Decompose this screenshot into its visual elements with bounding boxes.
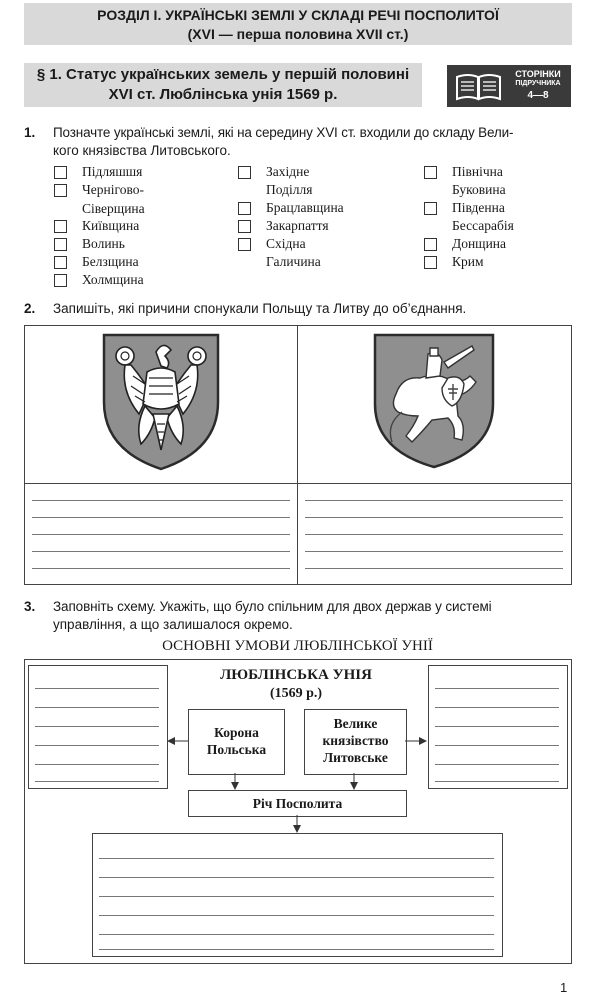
option-label: Донщина [452,236,507,251]
option-label: Західне [266,164,310,179]
box-rich-label: Річ Посполита [252,796,343,811]
task2-text: Запишіть, які причини спонукали Польщу та Литву до об’єднання. [53,301,467,316]
section-title: РОЗДІЛ І. УКРАЇНСЬКІ ЗЕМЛІ У СКЛАДІ РЕЧІ ПОСПОЛИТОЇ [97,7,499,23]
option-label: Сіверщина [82,201,145,216]
option-label: Волинь [82,236,125,251]
union-year: (1569 р.) [269,686,323,701]
page-number: 1 [560,980,568,995]
option-label: Галичина [266,254,321,269]
option-label: Південна [452,200,505,215]
option-label: Поділля [266,182,313,197]
section-subtitle: (XVI — перша половина XVII ст.) [187,26,409,42]
task1-text-line1: Позначте українські землі, які на середину XVI ст. входили до складу Вели- [53,125,514,140]
box-koruna-line1: Корона [214,725,259,740]
box-koruna-line2: Польська [206,742,267,757]
option-label: Холмщина [82,272,144,287]
option-label: Підляшшя [82,164,143,179]
scheme-title: ОСНОВНІ УМОВИ ЛЮБЛІНСЬКОЇ УНІЇ [162,638,433,654]
box-vkl-line2: князівство [322,733,389,748]
task3-text-line1: Заповніть схему. Укажіть, що було спільним для двох держав у системі [53,599,492,614]
paragraph-title-line1: § 1. Статус українських земель у першій половині [36,66,410,83]
option-label: Східна [266,236,306,251]
option-label: Північна [452,164,503,179]
option-label: Київщина [82,218,140,233]
option-label: Белзщина [82,254,139,269]
badge-label2: ПІДРУЧНИКА [515,80,561,87]
task1-text-line2: кого князівства Литовського. [53,143,231,158]
paragraph-title-line2: XVI ст. Люблінська унія 1569 р. [108,86,338,103]
box-vkl-line1: Велике [333,716,378,731]
option-label: Буковина [452,182,506,197]
task2-number: 2. [24,301,36,316]
option-label: Закарпаття [266,218,329,233]
option-label: Бессарабія [452,218,514,233]
option-label: Брацлавщина [266,200,344,215]
task3-text-line2: управління, а що залишалося окремо. [53,617,293,632]
task1-number: 1. [24,125,36,140]
box-vkl-line3: Литовське [323,750,388,765]
option-label: Чернігово- [82,182,144,197]
task3-number: 3. [24,599,36,614]
badge-pages: 4—8 [527,90,549,101]
badge-label1: СТОРІНКИ [515,69,561,79]
union-title: ЛЮБЛІНСЬКА УНІЯ [220,667,372,683]
option-label: Крим [452,254,484,269]
